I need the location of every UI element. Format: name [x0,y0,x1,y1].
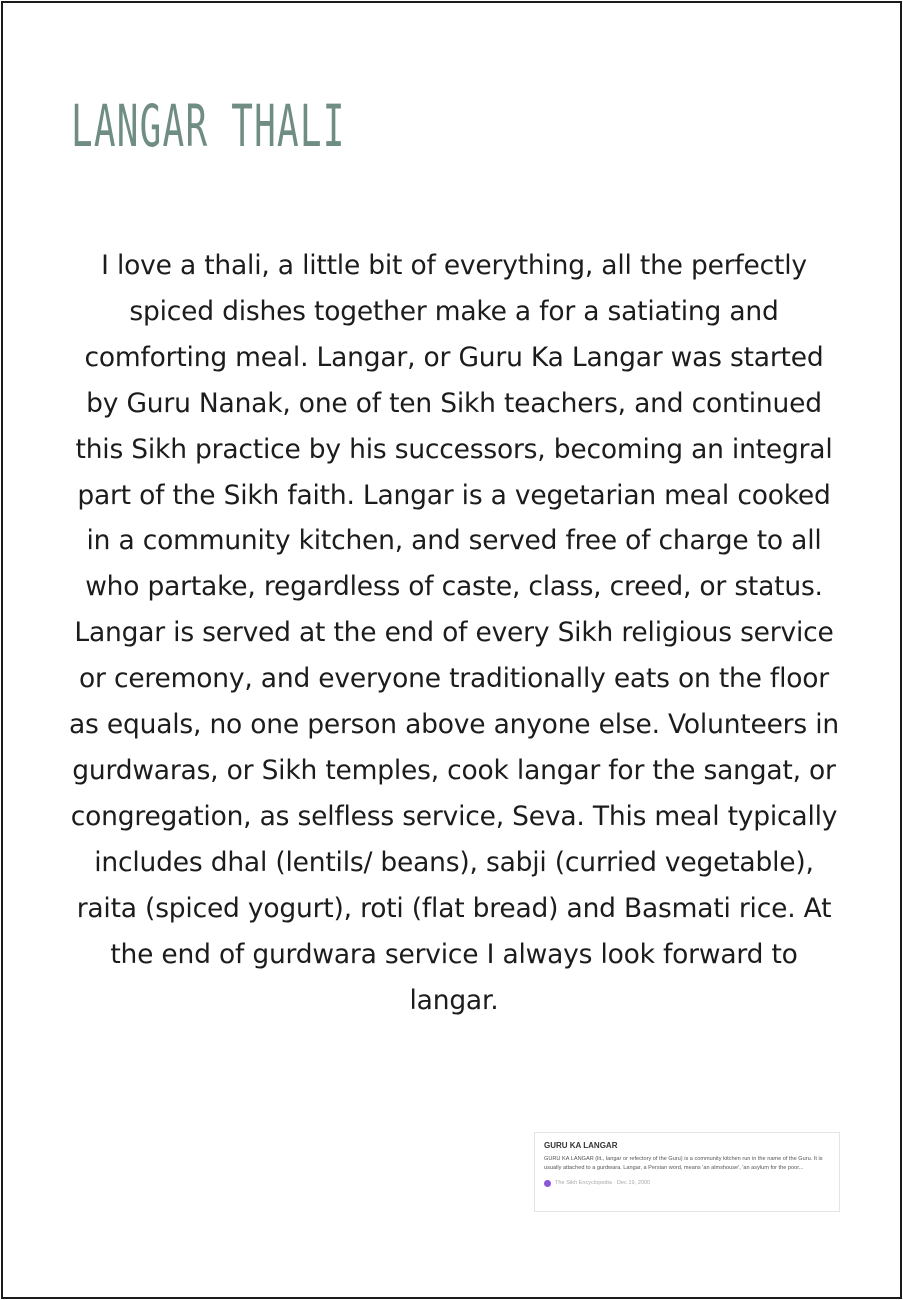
body-paragraph: I love a thali, a little bit of everything, all the perfectly spiced dishes together make a for a satiating and comforting meal. Langar, or Guru Ka Langar was started by Guru Nanak, one of ten Sikh teachers, and continued this Sikh practice by his successors, becoming an integral part of the Sikh faith. Langar is a vegetarian meal cooked in a community kitchen, and served free of charge to all who partake, regardless of caste, class, creed, or status. Langar is served at the end of every Sikh religious service or ceremony, and everyone traditionally eats on the floor as equals, no one person above anyone else. Volunteers in gurdwaras, or Sikh temples, cook langar for the sangat, or congregation, as selfless service, Seva. This meal typically includes dhal (lentils/ beans), sabji (curried vegetable), raita (spiced yogurt), roti (flat bread) and Basmati rice. At the end of gurdwara service I always look forward to langar. [69,250,839,1016]
source-separator: · [611,1180,617,1186]
source-card-footer [544,1179,830,1187]
page-frame [1,1,902,1299]
source-name: The Sikh Encyclopedia [555,1180,612,1186]
page-title: LANGAR THALI [71,92,346,160]
source-dot-icon [544,1180,551,1187]
source-card-excerpt: GURU KA LANGAR (lit., langar or refectory of the Guru) is a community kitchen run in the name of the Guru. It is usually attached to a gurdwara. Langar, a Persian word, means 'an almshouse', 'an asylum for the poor... [544,1156,823,1171]
source-date: Dec 19, 2000 [616,1180,651,1186]
source-card-title: GURU KA LANGAR [544,1141,618,1150]
source-card[interactable] [534,1132,840,1212]
